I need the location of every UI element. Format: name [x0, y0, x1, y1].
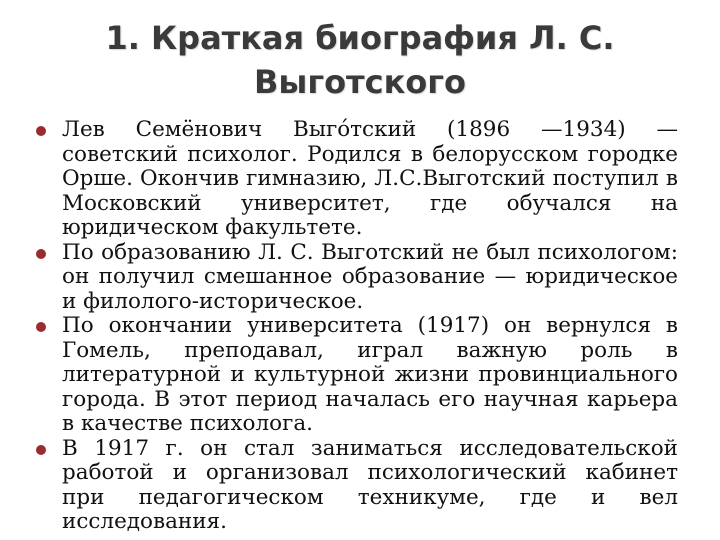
bullet-dot-icon	[36, 249, 46, 259]
bullet-text-3: По окончании университета (1917) он вернулся в Гомель, преподавал, играл важную роль в литературной и культурной жизни провинциального города. В этот период началась его научная карьера в качестве психолога.	[62, 313, 678, 436]
bullet-item-3	[34, 314, 678, 437]
bullet-dot-icon	[36, 445, 46, 455]
bullet-item-1	[34, 118, 678, 241]
bullet-item-2	[34, 241, 678, 315]
bullet-dot-icon	[36, 126, 46, 136]
bullet-list	[34, 118, 678, 535]
bullet-text-4: В 1917 г. он стал заниматься исследовательской работой и организовал психологический кабинет при педагогическом техникуме, где и вел исследования.	[62, 435, 678, 534]
bullet-dot-icon	[36, 322, 46, 332]
bullet-item-4	[34, 437, 678, 535]
bullet-text-2: По образованию Л. С. Выготский не был психологом: он получил смешанное образование — юридическое и филолого-историческое.	[62, 239, 678, 314]
bullet-text-1: Лев Семёнович Выго́тский (1896 —1934) — советский психолог. Родился в белорусском городке Орше. Окончив гимназию, Л.С.Выготский поступил в Московский университет, где обучался на юридическом факультете.	[62, 117, 678, 240]
slide-title: 1. Краткая биография Л. С. Выготского	[105, 19, 615, 101]
